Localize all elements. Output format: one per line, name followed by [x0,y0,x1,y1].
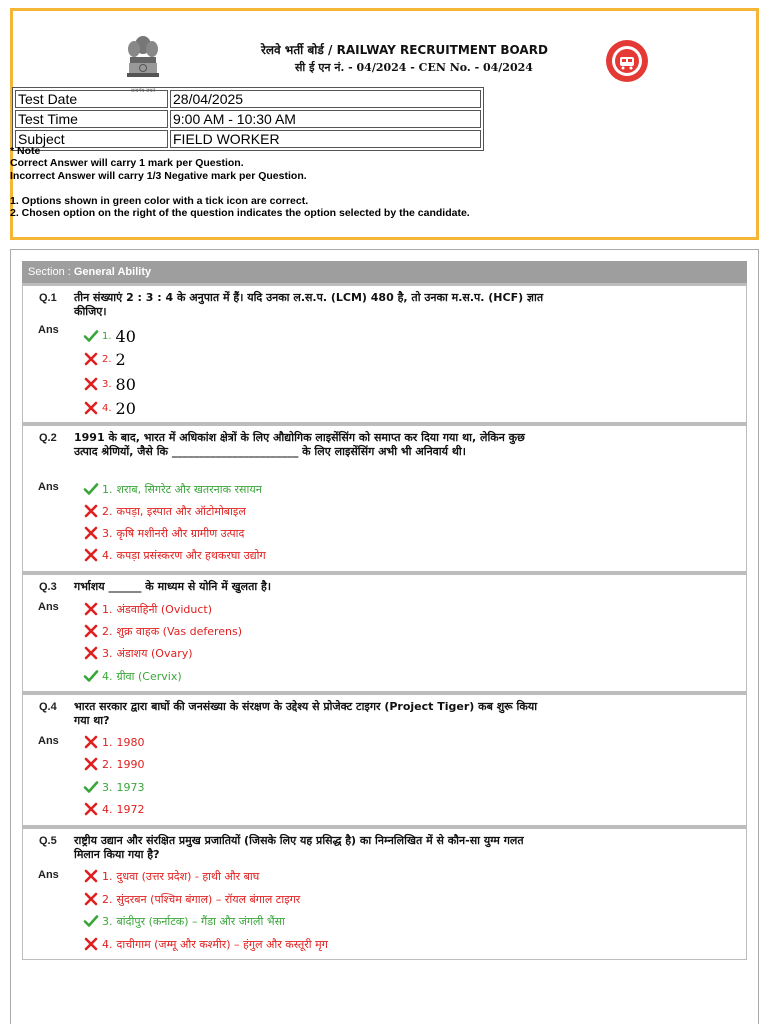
option-text: दुधवा (उत्तर प्रदेश) - हाथी और बाघ [116,869,260,883]
table-row [15,110,481,128]
option-row: 1. 1980 [83,732,145,752]
section-prefix: Section : [28,266,71,278]
info-value: 9:00 AM - 10:30 AM [170,110,481,128]
option-row: 2. सुंदरबन (पश्चिम बंगाल) – रॉयल बंगाल टाइगर [83,889,300,909]
national-emblem-logo [125,33,161,93]
option-text: अंडवाहिनी (Oviduct) [116,602,213,616]
option-text: कृषि मशीनरी और ग्रामीण उत्पाद [116,526,245,540]
cross-icon [83,503,101,519]
question-number: Q.1 [39,292,57,304]
info-value: 28/04/2025 [170,90,481,108]
tick-icon [83,779,101,795]
option-text: 1973 [116,780,145,794]
question-panel [22,826,747,960]
option-text: 20 [115,398,136,418]
cross-icon [83,623,101,639]
tick-icon [83,328,101,344]
option-row: 3. 80 [83,374,136,394]
option-text: बांदीपुर (कर्नाटक) – गैंडा और जंगली भैंसा [116,914,285,928]
option-row: 3. बांदीपुर (कर्नाटक) – गैंडा और जंगली भैंसा [83,911,285,931]
option-row: 1. शराब, सिगरेट और खतरनाक रसायन [83,479,262,499]
info-value: FIELD WORKER [170,130,481,148]
option-row: 3. 1973 [83,777,145,797]
tick-icon [83,481,101,497]
question-text: राष्ट्रीय उद्यान और संरक्षित प्रमुख प्रजातियों (जिसके लिए यह प्रसिद्ध है) का निम्नलिखित में से कौन-सा युग्म गलत मिलान किया गया है? [74,834,524,861]
railway-logo [605,39,649,83]
option-text: दाचीगाम (जम्मू और कश्मीर) – हंगुल और कस्तूरी मृग [116,937,328,951]
cross-icon [83,400,101,416]
cross-icon [83,525,101,541]
answer-label: Ans [38,735,59,747]
answer-label: Ans [38,601,59,613]
cross-icon [83,891,101,907]
option-text: 1990 [116,757,145,771]
cross-icon [83,376,101,392]
question-panel [22,572,747,692]
note-heading: * Note [10,145,41,157]
answer-label: Ans [38,481,59,493]
question-number: Q.3 [39,581,57,593]
tick-icon [83,668,101,684]
question-panel [22,423,747,572]
question-panel [22,692,747,826]
option-row: 4. 1972 [83,799,145,819]
section-name: General Ability [73,266,152,278]
cross-icon [83,547,101,563]
option-row: 2. 2 [83,349,126,369]
question-text: तीन संख्याएं 2 : 3 : 4 के अनुपात में हैं। यदि उनका ल.स.प. (LCM) 480 है, तो उनका म.स.प. (HCF) ज्ञात कीजिए। [74,291,544,318]
option-text: 40 [115,326,136,346]
cen-number: सी ई एन नं. - 04/2024 - CEN No. - 04/2024 [295,61,533,74]
info-key: Test Date [15,90,168,108]
option-row: 3. अंडाशय (Ovary) [83,643,193,663]
option-text: शुक्र वाहक (Vas deferens) [116,624,243,638]
cross-icon [83,351,101,367]
question-number: Q.2 [39,432,57,444]
option-row: 3. कृषि मशीनरी और ग्रामीण उत्पाद [83,523,244,543]
board-title: रेलवे भर्ती बोर्ड / RAILWAY RECRUITMENT BOARD [261,43,548,57]
note-line: Correct Answer will carry 1 mark per Question. [10,157,244,170]
option-text: 2 [115,349,126,369]
question-text: 1991 के बाद, भारत में अधिकांश क्षेत्रों के लिए औद्योगिक लाइसेंसिंग को समाप्त कर दिया गया था, लेकिन कुछ उत्पाद श्रेणियों, जैसे कि _______________________ के लिए लाइसेंसिंग अभी भी अनिवार्य थी। [74,431,525,458]
cross-icon [83,645,101,661]
test-info-table [12,87,484,151]
option-text: कपड़ा प्रसंस्करण और हथकरघा उद्योग [116,548,266,562]
option-text: 1972 [116,802,145,816]
option-row: 4. ग्रीवा (Cervix) [83,666,182,686]
cross-icon [83,868,101,884]
option-row: 1. 40 [83,326,136,346]
emblem-caption: सत्यमेव जयते [130,88,156,94]
option-text: ग्रीवा (Cervix) [116,669,182,683]
question-number: Q.5 [39,835,57,847]
option-row: 1. दुधवा (उत्तर प्रदेश) - हाथी और बाघ [83,866,259,886]
option-text: 80 [115,374,136,394]
option-row: 2. शुक्र वाहक (Vas deferens) [83,621,242,641]
option-text: सुंदरबन (पश्चिम बंगाल) – रॉयल बंगाल टाइगर [116,892,301,906]
option-row: 4. 20 [83,398,136,418]
answer-label: Ans [38,324,59,336]
question-text: गर्भाशय ______ के माध्यम से योनि में खुलता है। [74,580,272,593]
question-panel [22,283,747,423]
note-line: 1. Options shown in green color with a tick icon are correct. [10,194,309,207]
option-text: कपड़ा, इस्पात और ऑटोमोबाइल [116,504,246,518]
answer-label: Ans [38,869,59,881]
note-line: Incorrect Answer will carry 1/3 Negative mark per Question. [10,169,307,182]
cross-icon [83,801,101,817]
cross-icon [83,601,101,617]
option-row: 2. 1990 [83,754,145,774]
info-key: Subject [15,130,168,148]
question-number: Q.4 [39,701,57,713]
option-row: 4. दाचीगाम (जम्मू और कश्मीर) – हंगुल और कस्तूरी मृग [83,934,328,954]
cross-icon [83,936,101,952]
option-row: 2. कपड़ा, इस्पात और ऑटोमोबाइल [83,501,246,521]
question-text: भारत सरकार द्वारा बाघों की जनसंख्या के संरक्षण के उद्देश्य से प्रोजेक्ट टाइगर (Project Tiger) कब शुरू किया गया था? [74,700,538,727]
note-line: 2. Chosen option on the right of the question indicates the option selected by the candidate. [10,207,470,220]
option-text: अंडाशय (Ovary) [116,646,193,660]
table-row [15,90,481,108]
tick-icon [83,913,101,929]
cross-icon [83,734,101,750]
notes-block [10,145,470,219]
info-key: Test Time [15,110,168,128]
cross-icon [83,756,101,772]
option-text: 1980 [116,735,145,749]
option-row: 1. अंडवाहिनी (Oviduct) [83,599,212,619]
option-text: शराब, सिगरेट और खतरनाक रसायन [116,482,262,496]
option-row: 4. कपड़ा प्रसंस्करण और हथकरघा उद्योग [83,545,266,565]
section-header [22,261,747,283]
